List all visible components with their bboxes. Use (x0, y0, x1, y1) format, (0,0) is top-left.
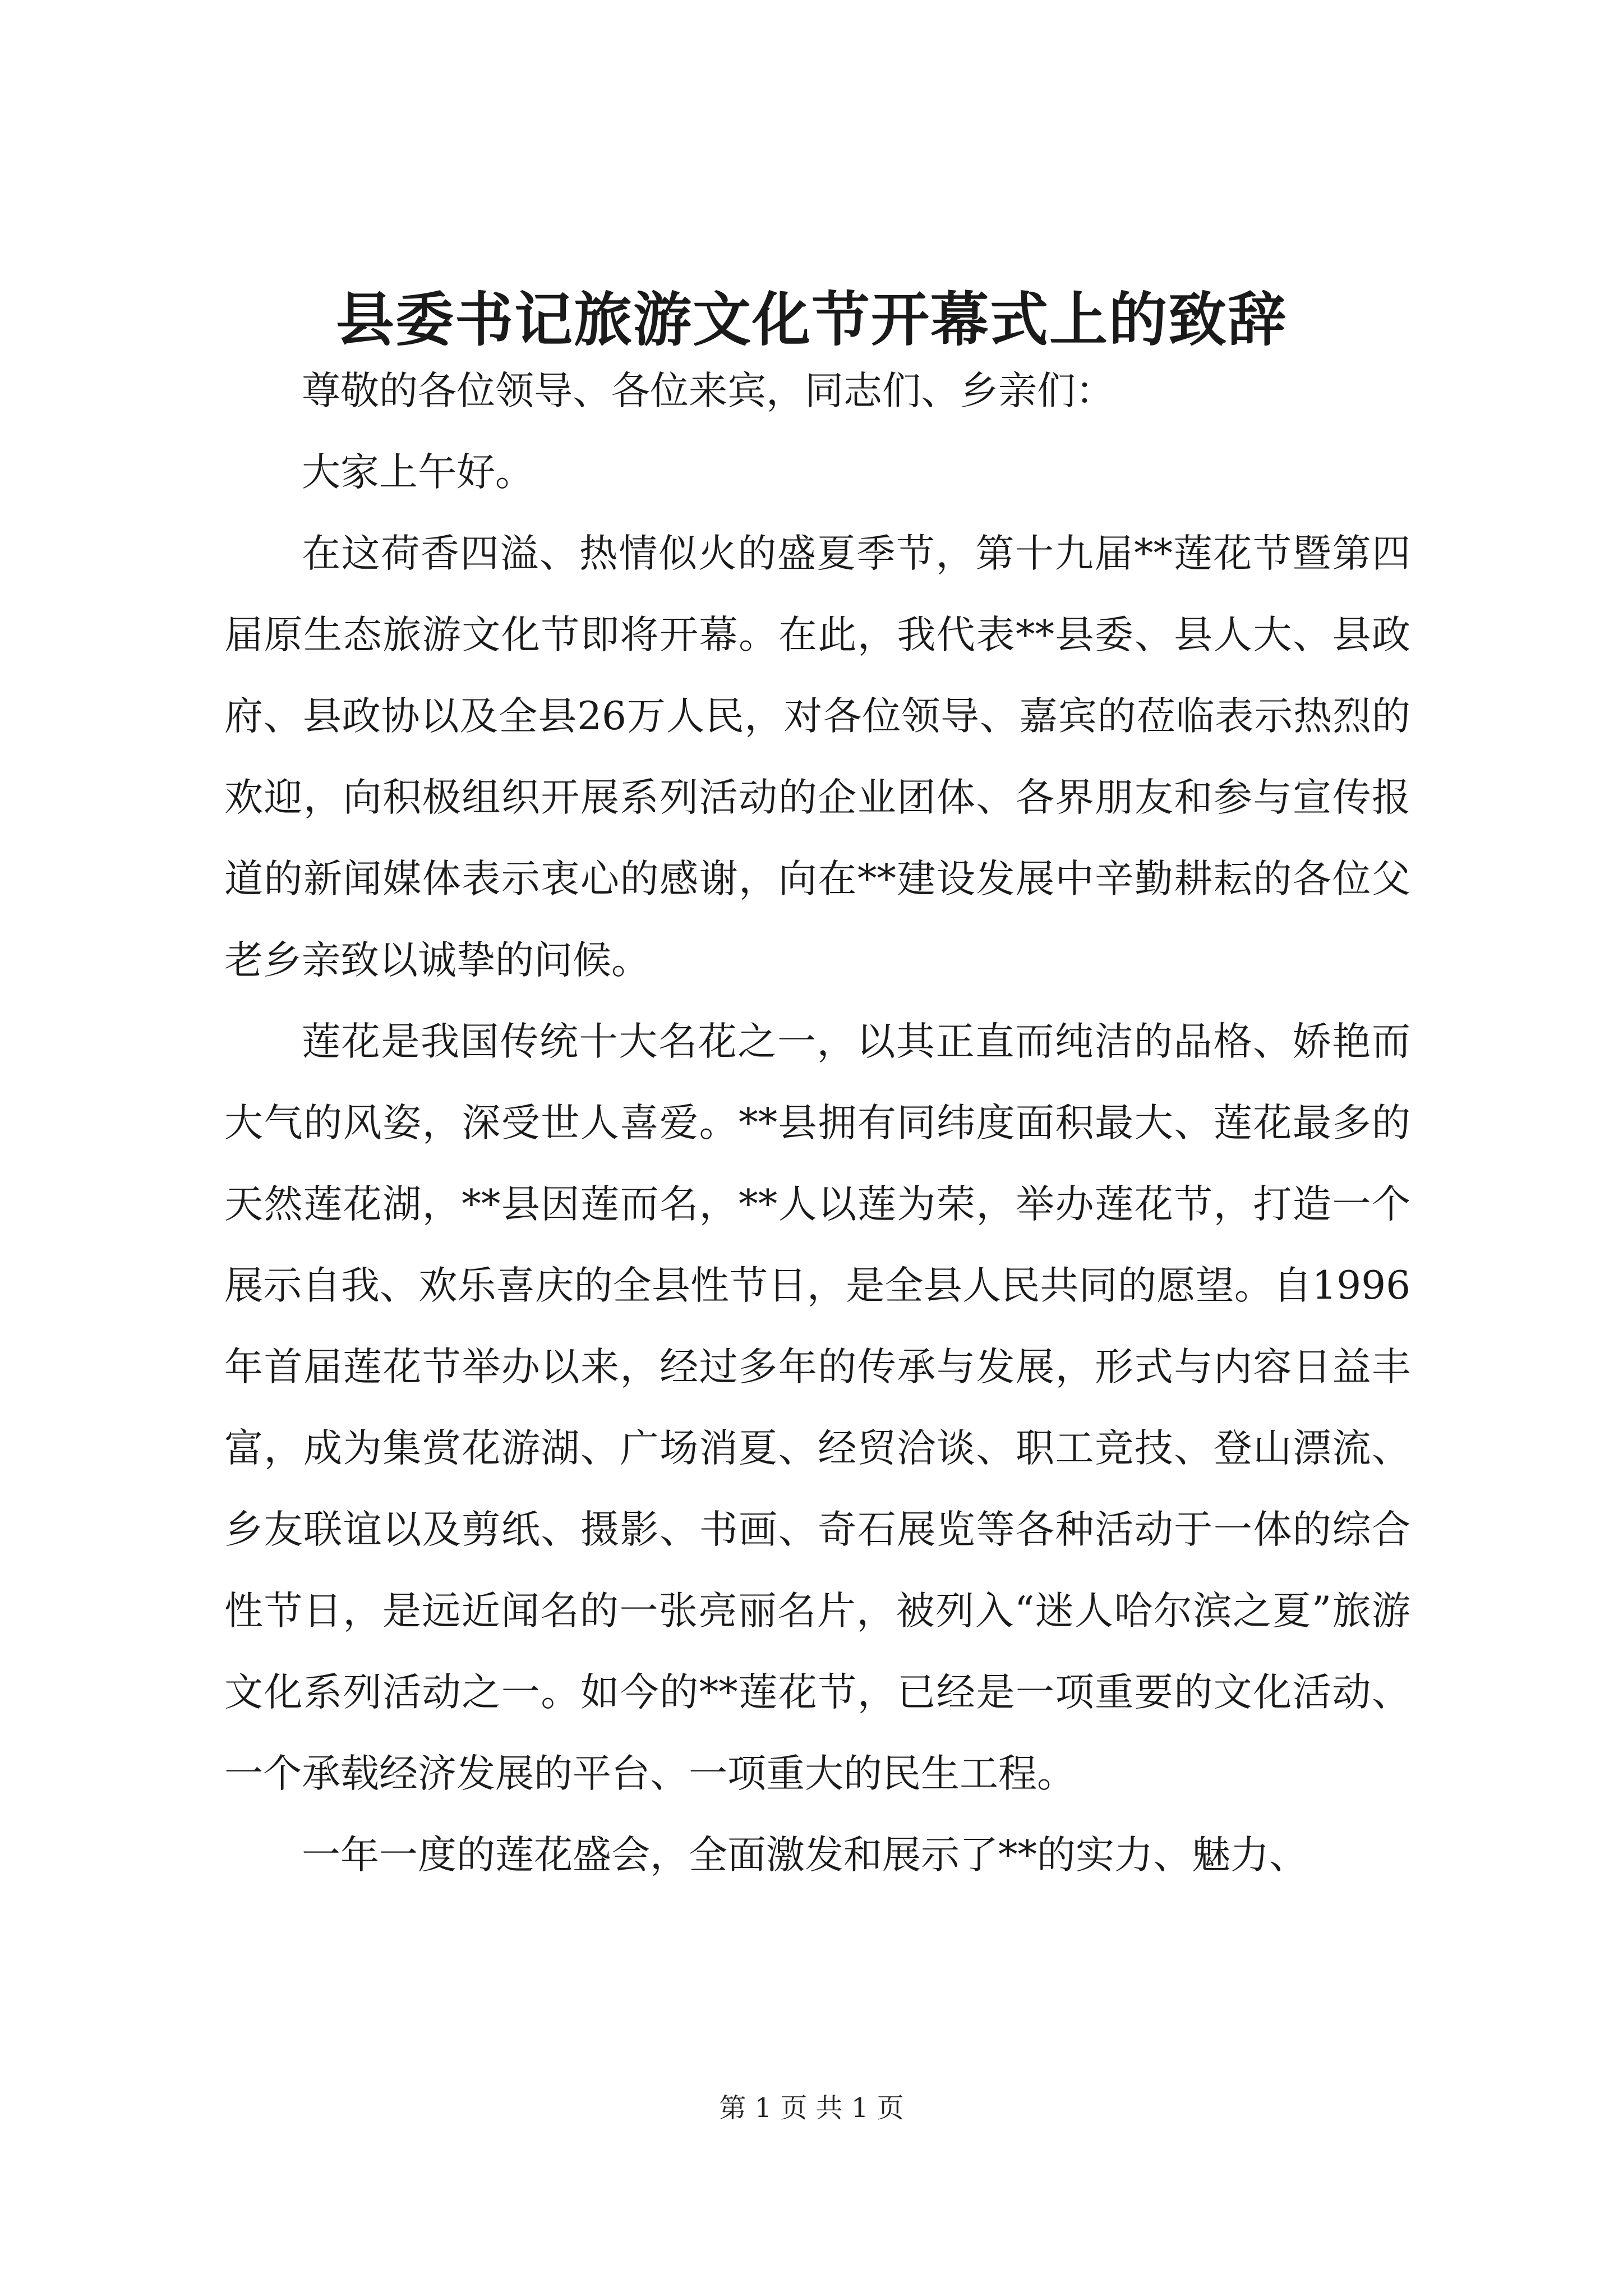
salutation-paragraph: 尊敬的各位领导、各位来宾，同志们、乡亲们： (302, 369, 1114, 413)
greeting-paragraph: 大家上午好。 (302, 450, 534, 495)
document-title: 县委书记旅游文化节开幕式上的致辞 (335, 285, 1287, 354)
page-footer: 第 1 页 共 1 页 (719, 2092, 904, 2124)
lotus-festival-paragraph: 莲花是我国传统十大名花之一，以其正直而纯洁的品格、娇艳而大气的风姿，深受世人喜爱。**县拥有同纬度面积最大、莲花最多的天然莲花湖，**县因莲而名，**人以莲为荣，举办莲花节，打造一个展示自我、欢乐喜庆的全县性节日，是全县人民共同的愿望。自1996年首届莲花节举办以来，经过多年的传承与发展，形式与内容日益丰富，成为集赏花游湖、广场消夏、经贸洽谈、职工竞技、登山漂流、乡友联谊以及剪纸、摄影、书画、奇石展览等各种活动于一体的综合性节日，是远近闻名的一张亮丽名片，被列入“迷人哈尔滨之夏”旅游文化系列活动之一。如今的**莲花节，已经是一项重要的文化活动、一个承载经济发展的平台、一项重大的民生工程。 (224, 1019, 1410, 1796)
annual-event-paragraph: 一年一度的莲花盛会，全面激发和展示了**的实力、魅力、 (302, 1833, 1308, 1878)
document-body (224, 351, 1410, 1896)
welcome-paragraph: 在这荷香四溢、热情似火的盛夏季节，第十九届**莲花节暨第四届原生态旅游文化节即将开幕。在此，我代表**县委、县人大、县政府、县政协以及全县26万人民，对各位领导、嘉宾的莅临表示热烈的欢迎，向积极组织开展系列活动的企业团体、各界朋友和参与宣传报道的新闻媒体表示衷心的感谢，向在**建设发展中辛勤耕耘的各位父老乡亲致以诚挚的问候。 (224, 531, 1410, 983)
